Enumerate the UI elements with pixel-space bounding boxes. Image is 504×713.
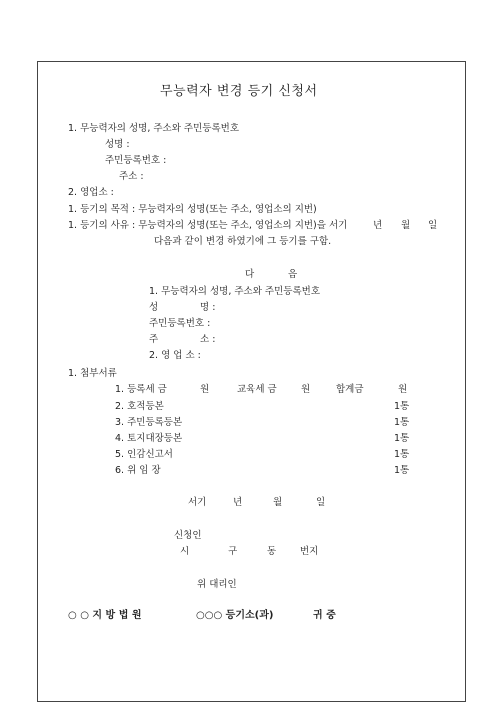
date-year: 년 [233, 497, 243, 508]
attach-item-count: 1통 [394, 417, 410, 428]
fee-total: 합계금 [336, 384, 364, 395]
attach-item-label: 6. 위 임 장 [115, 465, 161, 476]
attach-item-count: 1통 [394, 465, 410, 476]
applicant-label: 신청인 [174, 530, 202, 541]
attach-item-count: 1통 [394, 401, 410, 412]
sec1-rrn-label: 주민등록번호 : [105, 155, 167, 166]
details-name-b: 명 : [200, 302, 216, 313]
document-title: 무능력자 변경 등기 신청서 [160, 84, 318, 99]
date-era: 서기 [188, 497, 207, 508]
date-month: 월 [273, 497, 283, 508]
sec1-address-label: 주소 : [119, 171, 144, 182]
applicant-gu: 구 [228, 546, 238, 557]
applicant-beonji: 번지 [300, 546, 319, 557]
attach-item-label: 2. 호적등본 [115, 401, 164, 412]
purpose-line: 1. 등기의 목적 : 무능력자의 성명(또는 주소, 영업소의 지번) [68, 204, 317, 215]
reason-day: 일 [428, 220, 438, 231]
attach-item-label: 4. 토지대장등본 [115, 433, 183, 444]
details-name-a: 성 [149, 302, 159, 313]
sec1-heading: 1. 무능력자의 성명, 주소와 주민등록번호 [68, 123, 239, 134]
reason-line1: 1. 등기의 사유 : 무능력자의 성명(또는 주소, 영업소의 지번)을 서기 [68, 220, 348, 231]
sec2-office-label: 2. 영업소 : [68, 187, 114, 198]
attachments-heading: 1. 첨부서류 [68, 368, 117, 379]
fee-reg-tax: 1. 등록세 금 [115, 384, 167, 395]
fee-won2: 원 [301, 384, 311, 395]
details-heading-a: 다 [245, 269, 255, 280]
applicant-si: 시 [180, 546, 190, 557]
attach-item-label: 5. 인감신고서 [115, 449, 173, 460]
details-rrn: 주민등록번호 : [149, 318, 211, 329]
applicant-dong: 동 [267, 546, 277, 557]
footer-registry: ○○○ 등기소(과) [196, 610, 274, 621]
details-addr-a: 주 [149, 334, 159, 345]
date-day: 일 [316, 497, 326, 508]
footer-court: ○ ○ 지 방 법 원 [68, 610, 142, 621]
reason-month: 월 [401, 220, 411, 231]
details-addr-b: 소 : [200, 334, 216, 345]
attach-item-label: 3. 주민등록등본 [115, 417, 183, 428]
fee-won1: 원 [200, 384, 210, 395]
details-office: 2. 영 업 소 : [149, 350, 201, 361]
fee-won3: 원 [398, 384, 408, 395]
footer-honorific: 귀 중 [313, 610, 336, 621]
details-heading-b: 음 [288, 269, 298, 280]
attach-item-count: 1통 [394, 433, 410, 444]
attach-item-count: 1통 [394, 449, 410, 460]
reason-year: 년 [373, 220, 383, 231]
agent-label: 위 대리인 [197, 579, 237, 590]
sec1-name-label: 성명 : [105, 139, 130, 150]
reason-line2: 다음과 같이 변경 하였기에 그 등기를 구함. [154, 236, 332, 247]
fee-edu-tax: 교육세 금 [237, 384, 277, 395]
document-frame [37, 61, 466, 702]
details-item1: 1. 무능력자의 성명, 주소와 주민등록번호 [149, 286, 320, 297]
